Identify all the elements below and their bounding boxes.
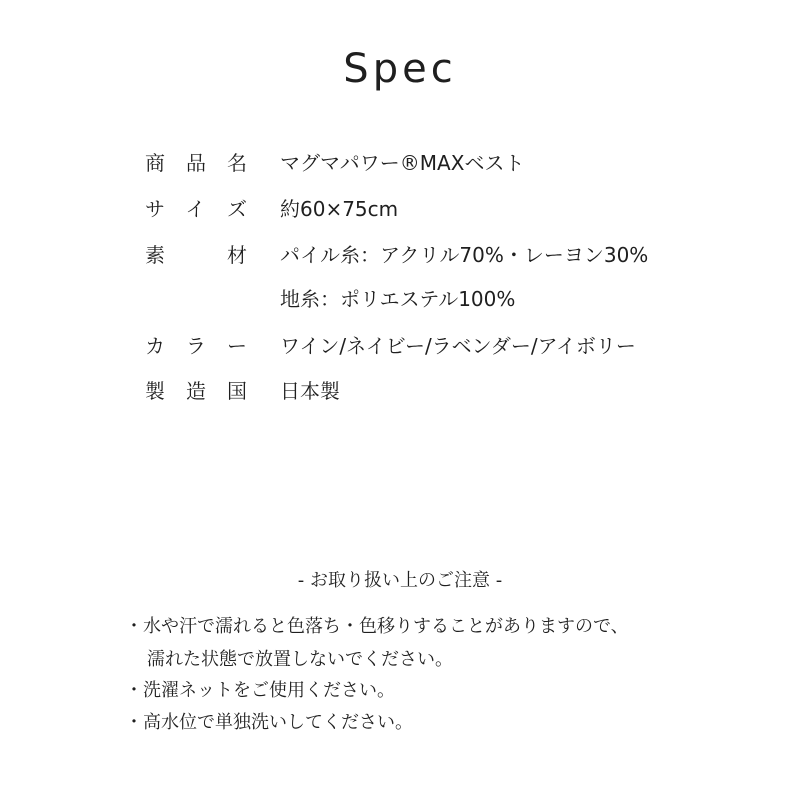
spec-value-continued: 地糸：ポリエステル100% [280,287,516,311]
spec-row-origin [0,376,800,406]
notes-heading: - お取り扱い上のご注意 - [297,570,503,591]
note-item [125,676,395,706]
note-bullet: ・ [125,680,143,701]
spec-row-material-cont [0,284,800,314]
spec-value: ワイン/ネイビー/ラベンダー/アイボリー [280,334,636,358]
spec-label: 製造国 [145,379,247,403]
spec-label: 素材 [145,243,247,267]
spec-row-product-name [0,148,800,178]
spec-value: 約60×75cm [280,197,399,221]
note-text: 高水位で単独洗いしてください。 [143,712,413,733]
spec-label: カラー [145,334,247,358]
spec-label: サイズ [145,197,247,221]
note-item [125,708,413,738]
note-bullet: ・ [125,712,143,733]
spec-row-size [0,194,800,224]
spec-value: マグマパワー®MAXベスト [280,151,525,175]
note-item-continued: 濡れた状態で放置しないでください。 [147,649,453,670]
spec-value: パイル糸：アクリル70%・レーヨン30% [280,243,649,267]
note-bullet: ・ [125,616,143,637]
note-item [125,612,629,642]
note-text: 洗濯ネットをご使用ください。 [143,680,395,701]
spec-label: 商品名 [145,151,247,175]
page-title: Spec [343,46,457,92]
spec-row-material [0,240,800,270]
spec-value: 日本製 [280,379,340,403]
spec-row-color [0,331,800,361]
note-text: 水や汗で濡れると色落ち・色移りすることがありますので、 [143,616,629,637]
